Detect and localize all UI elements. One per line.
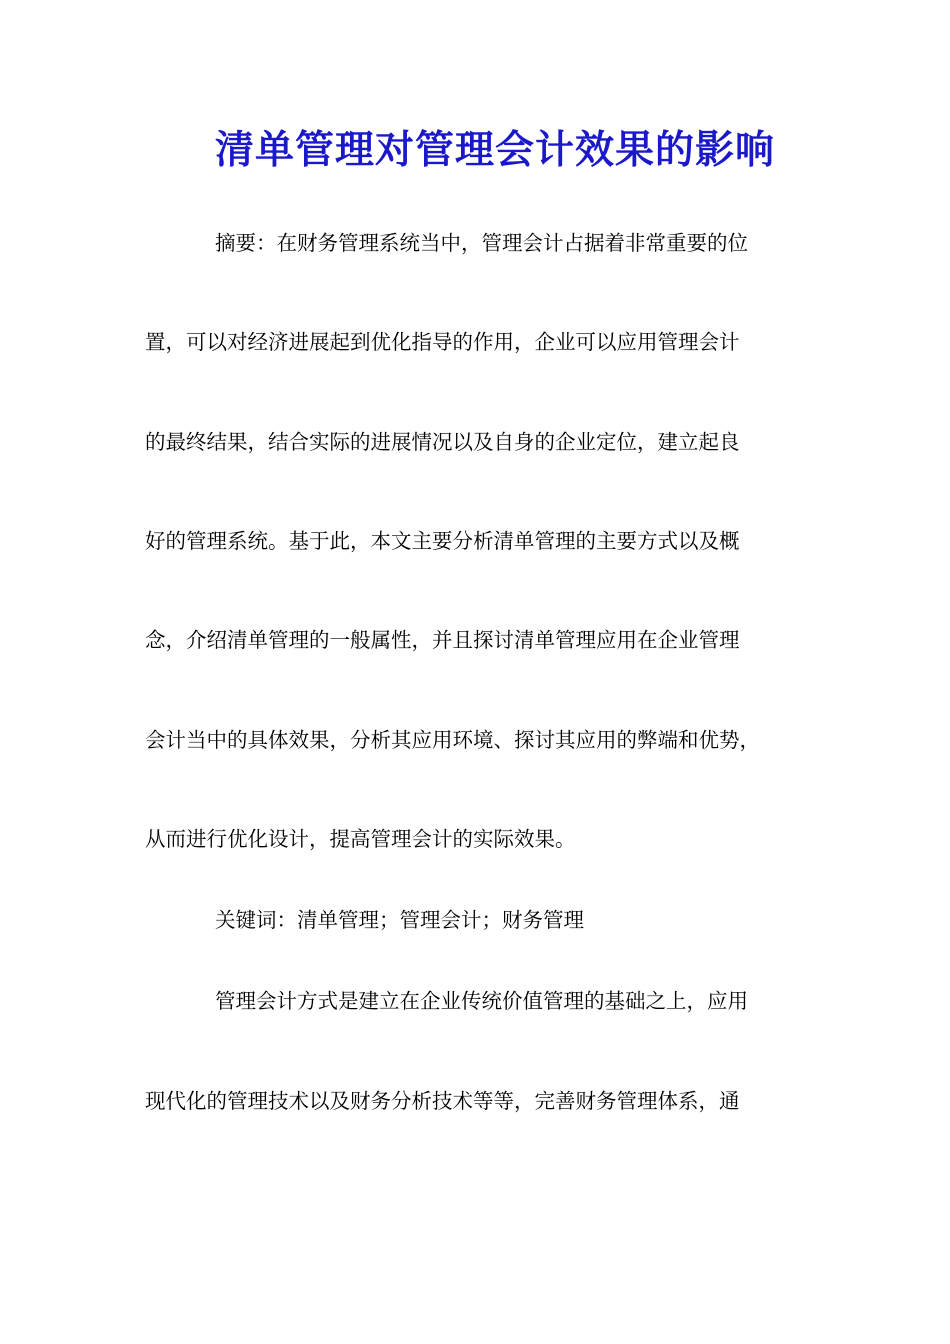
abstract-line: 摘要：在财务管理系统当中，管理会计占据着非常重要的位 (215, 231, 748, 255)
abstract-line: 念，介绍清单管理的一般属性，并且探讨清单管理应用在企业管理 (145, 628, 740, 652)
keywords-line: 关键词：清单管理；管理会计；财务管理 (215, 908, 584, 932)
abstract-line: 好的管理系统。基于此，本文主要分析清单管理的主要方式以及概 (145, 529, 740, 553)
document-title: 清单管理对管理会计效果的影响 (214, 127, 775, 173)
abstract-line: 会计当中的具体效果，分析其应用环境、探讨其应用的弊端和优势， (145, 728, 760, 752)
abstract-line: 的最终结果，结合实际的进展情况以及自身的企业定位，建立起良 (145, 430, 740, 454)
abstract-line: 置，可以对经济进展起到优化指导的作用，企业可以应用管理会计 (145, 330, 740, 354)
body-paragraph-line: 现代化的管理技术以及财务分析技术等等，完善财务管理体系，通 (145, 1089, 740, 1113)
abstract-line: 从而进行优化设计，提高管理会计的实际效果。 (145, 827, 576, 851)
body-paragraph-line: 管理会计方式是建立在企业传统价值管理的基础之上，应用 (215, 989, 748, 1013)
